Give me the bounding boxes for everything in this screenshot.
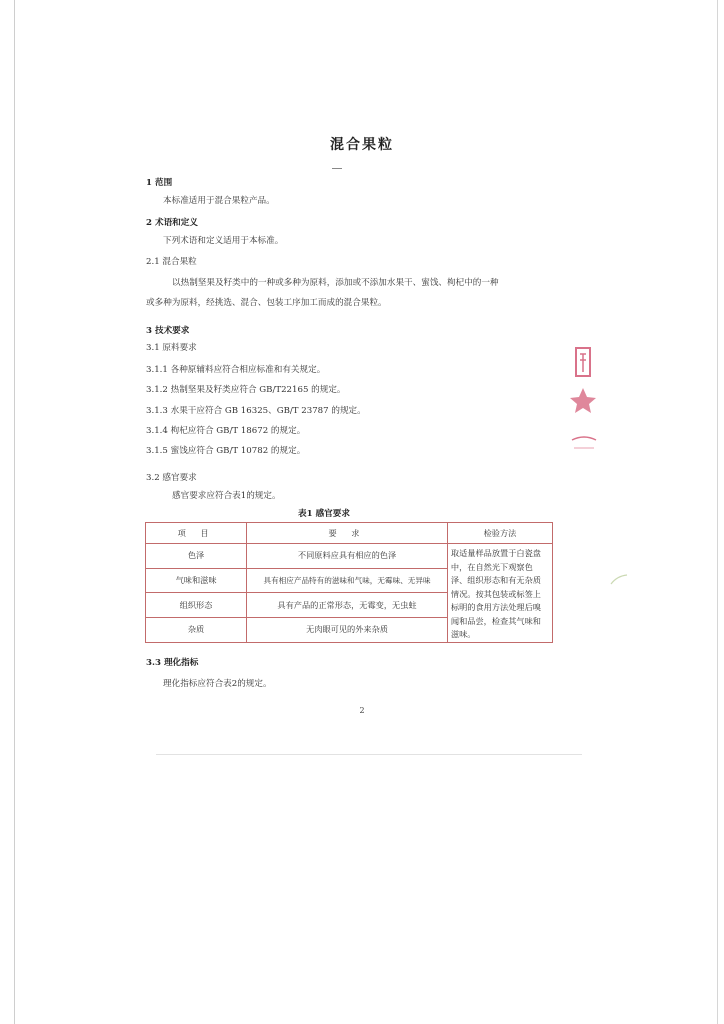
scan-smudge-icon (608, 572, 632, 588)
row-requirement: 具有产品的正常形态，无霉变，无虫蛀 (247, 593, 448, 618)
section-3-3-body: 理化指标应符合表2的规定。 (163, 679, 272, 689)
section-2-1-body-line-2: 或多种为原料，经挑选、混合、包装工序加工而成的混合果粒。 (146, 298, 387, 308)
test-method-cell: 取适量样品放置于白瓷盘中，在自然光下观察色泽、组织形态和有无杂质情况。按其包装或标签上标明的食用方法处理后嗅闻和品尝，检查其气味和滋味。 (447, 544, 552, 643)
section-3-3-heading: 3.3 理化指标 (146, 658, 199, 668)
section-3-1-5: 3.1.5 蜜饯应符合 GB/T 10782 的规定。 (146, 446, 306, 456)
title-divider (332, 168, 342, 169)
document-title: 混合果粒 (330, 137, 394, 153)
section-2-1-body-line-1: 以热制坚果及籽类中的一种或多种为原料，添加或不添加水果干、蜜饯、枸杞中的一种 (172, 278, 499, 288)
row-requirement: 无肉眼可见的外来杂质 (247, 617, 448, 642)
section-3-heading: 3 技术要求 (146, 326, 190, 336)
section-2-1-heading: 2.1 混合果粒 (146, 257, 197, 267)
section-3-1-3: 3.1.3 水果干应符合 GB 16325、GB/T 23787 的规定。 (146, 406, 366, 416)
section-1-body: 本标准适用于混合果粒产品。 (163, 196, 275, 206)
page-number: 2 (359, 706, 365, 715)
section-2-body: 下列术语和定义适用于本标准。 (163, 236, 284, 246)
section-3-1-2: 3.1.2 热制坚果及籽类应符合 GB/T22165 的规定。 (146, 385, 346, 395)
header-requirement: 要 求 (247, 523, 448, 544)
row-item: 杂质 (146, 617, 247, 642)
row-item: 气味和滋味 (146, 568, 247, 593)
sensory-requirements-table (145, 522, 553, 643)
header-method: 检验方法 (447, 523, 552, 544)
table-header-row (146, 523, 553, 544)
section-3-1-1: 3.1.1 各种原辅料应符合相应标准和有关规定。 (146, 365, 326, 375)
section-3-2-body: 感官要求应符合表1的规定。 (172, 491, 281, 501)
header-item: 项 目 (146, 523, 247, 544)
row-item: 组织形态 (146, 593, 247, 618)
row-requirement: 具有相应产品特有的滋味和气味，无霉味、无异味 (247, 568, 448, 593)
section-1-heading: 1 范围 (146, 178, 173, 188)
section-3-1-4: 3.1.4 枸杞应符合 GB/T 18672 的规定。 (146, 426, 306, 436)
table-row (146, 544, 553, 569)
footer-divider (156, 754, 582, 755)
table-1-caption: 表1 感官要求 (298, 509, 350, 519)
seal-fragment-icon (570, 340, 600, 460)
row-requirement: 不同原料应具有相应的色泽 (247, 544, 448, 569)
section-3-1-heading: 3.1 原料要求 (146, 343, 197, 353)
section-3-2-heading: 3.2 感官要求 (146, 473, 197, 483)
section-2-heading: 2 术语和定义 (146, 218, 198, 228)
row-item: 色泽 (146, 544, 247, 569)
